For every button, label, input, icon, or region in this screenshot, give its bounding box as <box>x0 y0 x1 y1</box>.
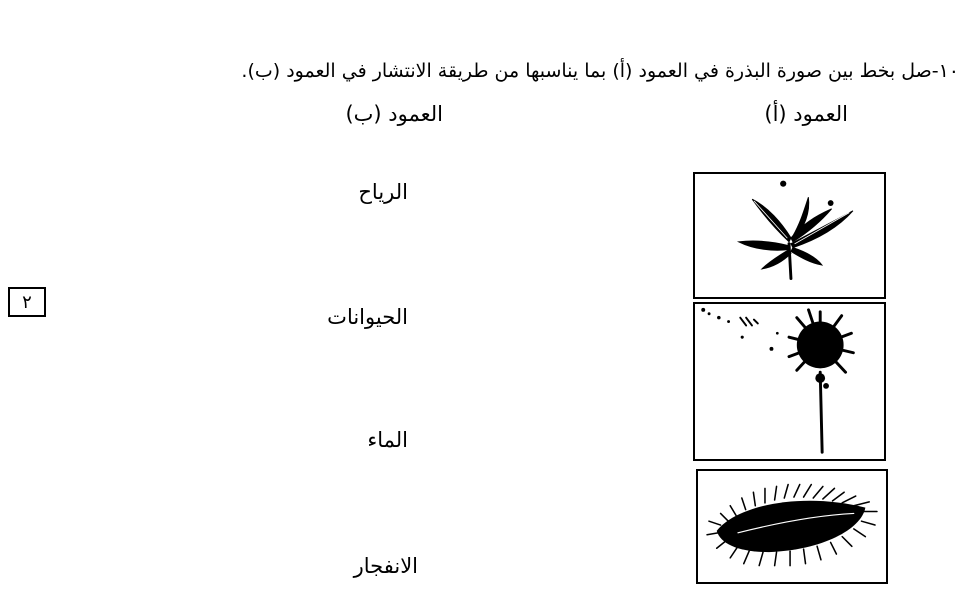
question-text: ١٠-صل بخط بين صورة البذرة في العمود (أ) بما يناسبها من طريقة الانتشار في العمود (ب). <box>241 60 959 82</box>
answer-water: الماء <box>367 428 408 452</box>
answer-animals: الحيوانات <box>327 305 408 329</box>
answer-explosion: الانفجار <box>353 554 418 578</box>
seed-image-burr <box>696 469 888 584</box>
dandelion-seed-icon <box>695 304 884 459</box>
answer-wind: الرياح <box>358 180 408 204</box>
seed-image-winged <box>693 172 886 299</box>
column-a-header: العمود (أ) <box>764 102 848 126</box>
spiky-burr-seed-icon <box>698 471 886 582</box>
marks-badge: ٢ <box>8 287 46 317</box>
winged-seed-icon <box>695 174 884 297</box>
seed-image-dandelion <box>693 302 886 461</box>
column-b-header: العمود (ب) <box>345 102 443 126</box>
